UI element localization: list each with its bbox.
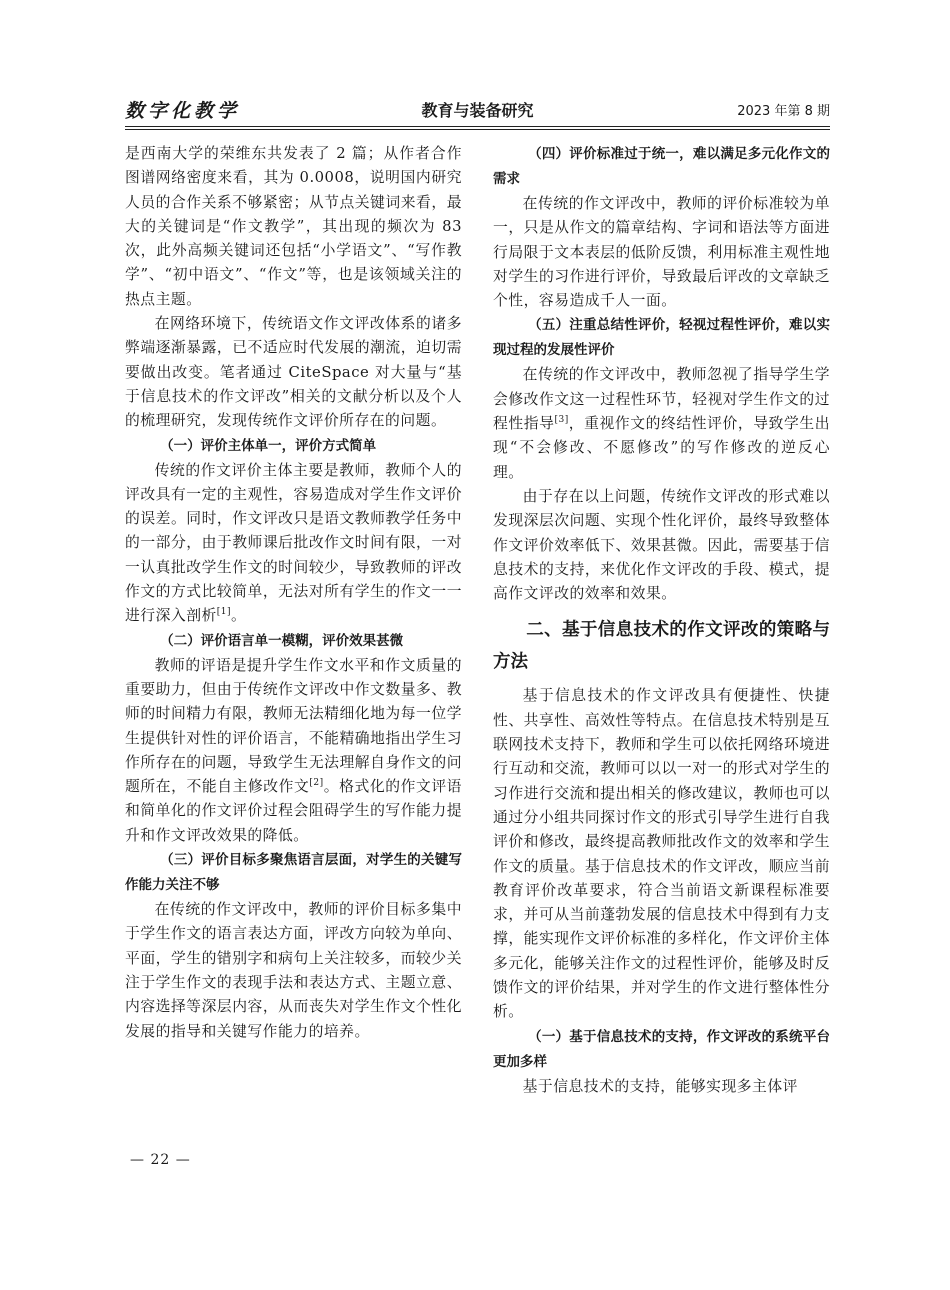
journal-title: 教育与装备研究 [421, 101, 534, 120]
subsection-heading: （四）评价标准过于统一，难以满足多元化作文的需求 [493, 146, 830, 187]
paragraph: 由于存在以上问题，传统作文评改的形式难以发现深层次问题、实现个性化评价，最终导致整体作文评价效率低下、效果甚微。因此，需要基于信息技术的支持，来优化作文评改的手段、模式，提高作文评改的效率和效果。 [493, 487, 830, 603]
paragraph: 基于信息技术的作文评改具有便捷性、快捷性、共享性、高效性等特点。在信息技术特别是互联网技术支持下，教师和学生可以依托网络环境进行互动和交流，教师可以以一对一的形式对学生的习作进行交流和提出相关的修改建议，教师也可以通过分小组共同探讨作文的形式引导学生进行自我评价和修改，最终提高教师批改作文的效率和学生作文的质量。基于信息技术的作文评改，顺应当前教育评价改革要求，符合当前语文新课程标准要求，并可从当前蓬勃发展的信息技术中得到有力支撑，能实现作文评价标准的多样化，作文评价主体多元化，能够关注作文的过程性评价，能够及时反馈作文的评价结果，并对学生的作文进行整体性分析。 [493, 687, 830, 1021]
citation-ref: [2] [309, 778, 324, 789]
left-column [125, 142, 462, 1044]
paragraph: 是西南大学的荣维东共发表了 2 篇；从作者合作图谱网络密度来看，其为 0.0008，说明国内研究人员的合作关系不够紧密；从节点关键词来看，最大的关键词是“作文教学”，其出现的频次为 83 次，此外高频关键词还包括“小学语文”、“写作教学”、“初中语文”、“作文”等，也是该领域关注的热点主题。 [125, 145, 462, 308]
subsection-heading: （一）基于信息技术的支持，作文评改的系统平台更加多样 [493, 1028, 830, 1070]
running-header [125, 96, 830, 126]
right-column [493, 142, 830, 1099]
citation-ref: [1] [216, 607, 232, 618]
header-rule [125, 126, 830, 130]
paragraph: 基于信息技术的支持，能够实现多主体评 [522, 1077, 798, 1095]
paragraph: 在传统的作文评改中，教师忽视了指导学生学会修改作文这一过程性环节，轻视对学生作文的过程性指导[3]，重视作文的终结性评价，导致学生出现“不会修改、不愿修改”的写作修改的逆反心理。 [493, 366, 830, 481]
paragraph: 在传统的作文评改中，教师的评价标准较为单一，只是从作文的篇章结构、字词和语法等方面进行局限于文本表层的低阶反馈，利用标准主观性地对学生的习作进行评价，导致最后评改的文章缺乏个性，容易造成千人一面。 [493, 195, 830, 310]
subsection-heading: （五）注重总结性评价，轻视过程性评价，难以实现过程的发展性评价 [493, 317, 830, 359]
page-number: — 22 — [130, 1152, 191, 1168]
citation-ref: [3] [554, 415, 569, 426]
subsection-heading: （二）评价语言单一模糊，评价效果甚微 [160, 632, 404, 649]
subsection-heading: （一）评价主体单一，评价方式简单 [160, 437, 377, 454]
issue-label: 2023 年第 8 期 [737, 104, 830, 119]
paragraph: 传统的作文评价主体主要是教师，教师个人的评改具有一定的主观性，容易造成对学生作文评价的误差。同时，作文评改只是语文教师教学任务中的一部分，由于教师课后批改作文时间有限，一对一认真批改学生作文的时间较少，导致教师的评改作文的方式比较简单，无法对所有学生的作文一一进行深入剖析[1]。 [125, 461, 462, 625]
subsection-heading: （三）评价目标多聚焦语言层面，对学生的关键写作能力关注不够 [125, 852, 462, 894]
paragraph: 教师的评语是提升学生作文水平和作文质量的重要助力，但由于传统作文评改中作文数量多、教师的时间精力有限，教师无法精细化地为每一位学生提供针对性的评价语言，不能精确地指出学生习作所存在的问题，导致学生无法理解自身作文的问题所在，不能自主修改作文[2]。格式化的作文评语和简单化的作文评价过程会阻碍学生的写作能力提升和作文评改效果的降低。 [125, 656, 462, 844]
section-label: 数字化教学 [125, 100, 241, 122]
section-heading: 二、基于信息技术的作文评改的策略与方法 [493, 620, 830, 673]
paragraph: 在传统的作文评改中，教师的评价目标多集中于学生作文的语言表达方面，评改方向较为单向、平面，学生的错别字和病句上关注较多，而较少关注于学生作文的表现手法和表达方式、主题立意、内容选择等深层内容，从而丧失对学生作文个性化发展的指导和关键写作能力的培养。 [125, 901, 462, 1040]
paragraph: 在网络环境下，传统语文作文评改体系的诸多弊端逐渐暴露，已不适应时代发展的潮流，迫切需要做出改变。笔者通过 CiteSpace 对大量与“基于信息技术的作文评改”相关的文献分析以及个人的梳理研究，发现传统作文评价所存在的问题。 [125, 315, 462, 430]
